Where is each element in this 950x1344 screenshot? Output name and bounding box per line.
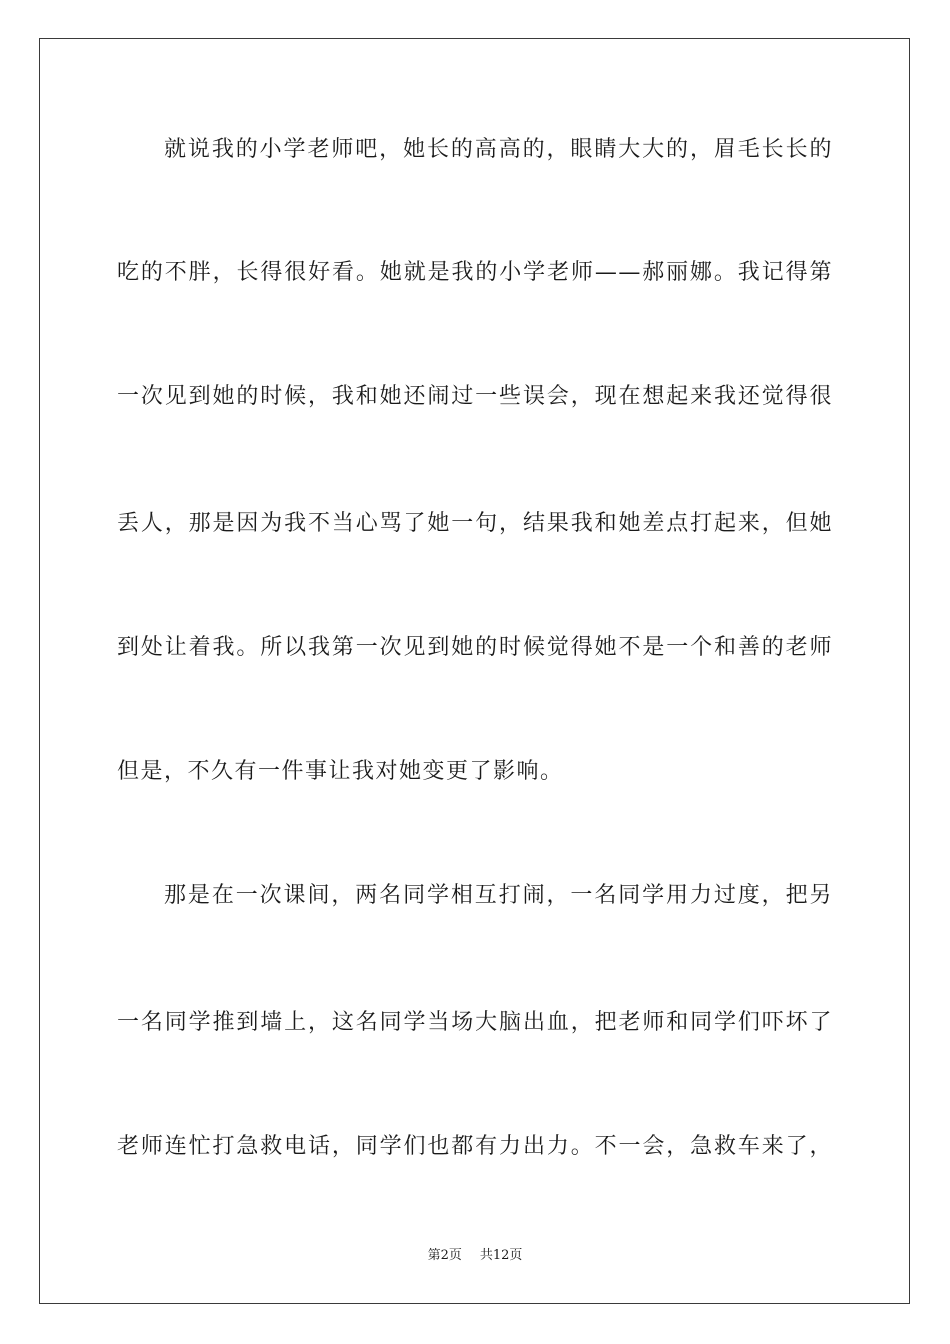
paragraph-2-line-2: 一名同学推到墙上，这名同学当场大脑出血，把老师和同学们吓坏了 xyxy=(117,1010,833,1035)
paragraph-1-line-1: 就说我的小学老师吧，她长的高高的，眼睛大大的，眉毛长长的 xyxy=(164,137,833,162)
page-border xyxy=(39,38,910,1304)
page-total: 共12页 xyxy=(479,1248,523,1263)
page-footer xyxy=(0,1247,950,1265)
paragraph-1-line-4: 丢人，那是因为我不当心骂了她一句，结果我和她差点打起来，但她 xyxy=(117,511,833,536)
paragraph-2-line-3: 老师连忙打急救电话，同学们也都有力出力。不一会，急救车来了， xyxy=(117,1134,833,1159)
paragraph-1-line-2: 吃的不胖，长得很好看。她就是我的小学老师——郝丽娜。我记得第 xyxy=(117,260,833,285)
paragraph-2-line-1: 那是在一次课间，两名同学相互打闹，一名同学用力过度，把另 xyxy=(164,883,833,908)
paragraph-1-line-3: 一次见到她的时候，我和她还闹过一些误会，现在想起来我还觉得很 xyxy=(117,384,833,409)
page-number: 第2页 xyxy=(427,1248,462,1263)
paragraph-1-line-5: 到处让着我。所以我第一次见到她的时候觉得她不是一个和善的老师 xyxy=(117,635,833,660)
paragraph-1-line-6: 但是，不久有一件事让我对她变更了影响。 xyxy=(117,759,564,784)
